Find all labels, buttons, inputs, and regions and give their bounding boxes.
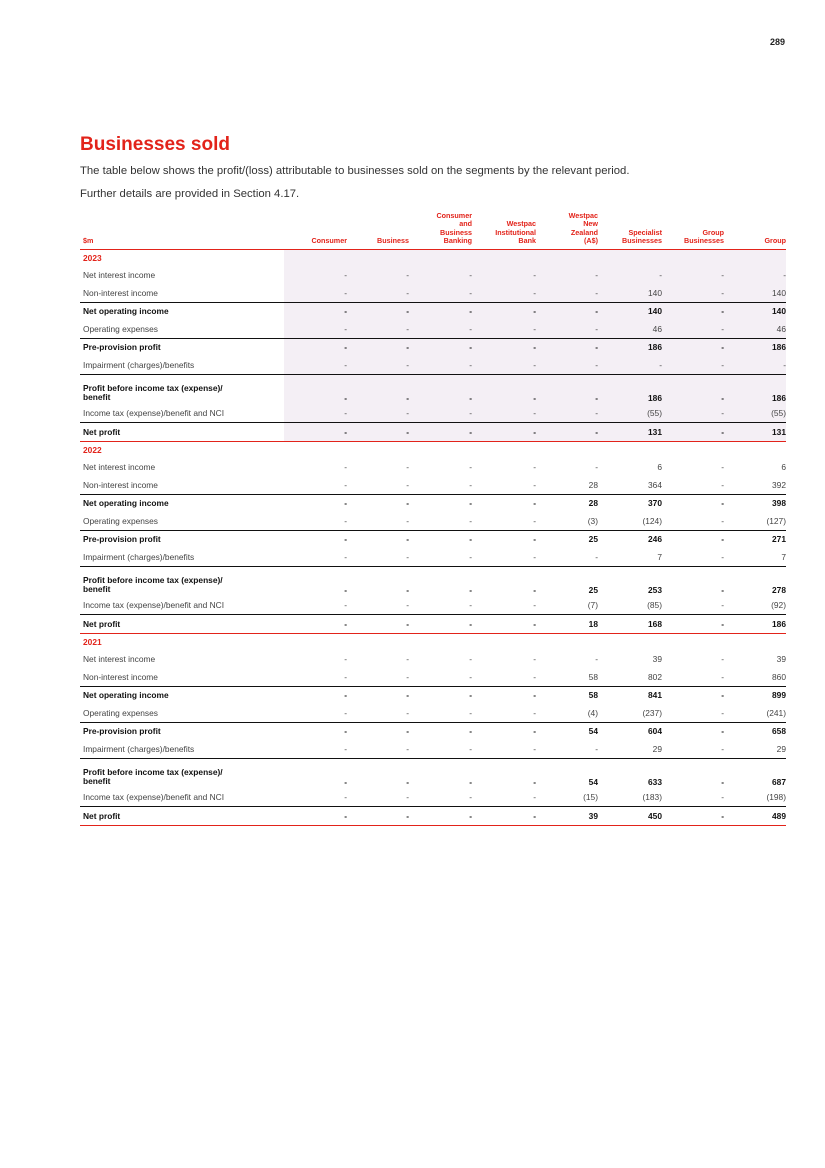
table-cell: 687 [724,758,786,789]
table-cell: - [409,320,472,338]
table-cell: - [472,807,536,826]
table-cell: - [344,707,347,718]
table-cell: - [469,707,472,718]
table-cell: - [469,792,472,803]
table-cell: - [662,615,724,634]
table-cell: - [284,356,347,374]
table-cell: 58 [536,686,598,704]
table-row [80,704,786,722]
table-cell: - [284,530,347,548]
table-cell: - [347,494,409,512]
table-cell: - [409,338,472,356]
table-cell: (3) [587,515,598,526]
table-cell: - [662,807,724,826]
table-cell: 899 [724,686,786,704]
table-cell: - [409,302,472,320]
table-cell: - [533,792,536,803]
table-cell: - [284,722,347,740]
table-cell: - [469,654,472,665]
column-header: Consumer and Business Banking [409,212,472,249]
table-cell: - [533,654,536,665]
table-cell: - [721,515,724,526]
table-cell: - [662,423,724,442]
table-cell: - [344,600,347,611]
table-cell: 278 [724,566,786,597]
table-cell: (241) [766,707,786,718]
row-label: Net operating income [80,302,284,320]
table-cell: - [406,707,409,718]
table-cell: 46 [598,320,662,338]
row-label: Net profit [80,615,284,634]
table-cell: - [344,654,347,665]
table-cell: (85) [647,600,662,611]
table-cell: 140 [598,302,662,320]
table-cell: - [595,462,598,473]
row-label: Net operating income [80,494,284,512]
table-cell: 168 [598,615,662,634]
table-row [80,668,786,686]
table-cell: 58 [588,671,598,682]
table-cell: 253 [598,566,662,597]
table-cell: - [284,758,347,789]
table-row [80,686,786,704]
table-cell: (124) [642,515,662,526]
table-cell: 392 [772,479,786,490]
table-cell: - [284,284,347,302]
table-cell: - [721,792,724,803]
table-cell: - [344,551,347,562]
table-cell: (198) [766,792,786,803]
table-row [80,722,786,740]
table-cell: - [662,722,724,740]
table-cell: 54 [536,722,598,740]
table-cell: 29 [652,743,662,754]
table-cell: - [409,423,472,442]
year-row [80,441,786,459]
table-cell: 604 [598,722,662,740]
year-label: 2021 [83,637,102,648]
row-label: Income tax (expense)/benefit and NCI [83,408,225,419]
table-row [80,494,786,512]
table-row [80,374,786,405]
table-cell: - [409,615,472,634]
table-cell: - [595,743,598,754]
table-cell: - [344,743,347,754]
table-cell: - [536,338,598,356]
table-cell: - [533,551,536,562]
table-cell: (4) [587,707,598,718]
row-label: Income tax (expense)/benefit and NCI [83,792,225,803]
table-cell: - [595,551,598,562]
column-header: Business [347,212,409,249]
table-cell: - [284,267,347,285]
table-row [80,459,786,477]
row-label: Net profit [80,807,284,826]
column-header: Specialist Businesses [598,212,662,249]
intro-text: The table below shows the profit/(loss) attributable to businesses sold on the segments by the relevant period. [80,165,630,177]
table-row [80,740,786,758]
table-cell: - [721,671,724,682]
table-cell: - [406,792,409,803]
table-cell: - [409,722,472,740]
table-row [80,758,786,789]
table-row [80,530,786,548]
table-cell: 398 [724,494,786,512]
table-cell: - [536,302,598,320]
table-cell: - [536,405,598,423]
table-row [80,476,786,494]
table-cell: (183) [642,792,662,803]
table-row [80,284,786,302]
table-cell: - [284,566,347,597]
table-cell: - [409,494,472,512]
table-cell: - [347,807,409,826]
row-label: Operating expenses [83,515,158,526]
table-cell: - [347,356,409,374]
table-cell: 29 [776,743,786,754]
row-label: Net interest income [83,654,156,665]
table-cell: (7) [587,600,598,611]
row-label: Pre-provision profit [80,338,284,356]
table-cell: - [536,374,598,405]
table-cell: - [284,615,347,634]
table-row [80,512,786,530]
table-cell: - [472,494,536,512]
table-cell: (55) [598,405,662,423]
row-label: Profit before income tax (expense)/ benefit [80,758,284,789]
table-cell: - [347,722,409,740]
table-cell: - [472,338,536,356]
table-cell: - [472,722,536,740]
table-cell: - [347,758,409,789]
page-number: 289 [769,37,785,47]
year-row [80,633,786,651]
table-cell: - [347,405,409,423]
table-cell: - [472,374,536,405]
table-cell: - [406,462,409,473]
table-cell: - [472,566,536,597]
table-cell: - [284,302,347,320]
table-cell: - [533,479,536,490]
table-cell: - [536,423,598,442]
table-cell: - [347,615,409,634]
table-cell: (127) [766,515,786,526]
table-cell: - [662,566,724,597]
table-row [80,548,786,566]
table-cell: - [469,743,472,754]
table-row [80,789,786,807]
table-cell: - [598,356,662,374]
table-cell: - [406,743,409,754]
table-cell: - [662,758,724,789]
table-cell: - [472,530,536,548]
table-cell: - [472,615,536,634]
row-label: Operating expenses [83,707,158,718]
table-cell: - [409,284,472,302]
table-cell: - [344,479,347,490]
table-cell: - [406,671,409,682]
table-cell: - [409,374,472,405]
table-cell: 186 [598,338,662,356]
table-cell: 7 [657,551,662,562]
table-row [80,566,786,597]
table-cell: - [469,671,472,682]
row-label: Pre-provision profit [80,722,284,740]
table-cell: - [472,423,536,442]
table-cell: 46 [724,320,786,338]
table-cell: - [472,320,536,338]
table-cell: - [284,320,347,338]
table-row [80,597,786,615]
table-cell: 6 [657,462,662,473]
table-cell: - [347,423,409,442]
table-cell: - [662,267,724,285]
table-cell: - [284,405,347,423]
table-cell: - [344,515,347,526]
table-cell: 186 [724,615,786,634]
row-label: Impairment (charges)/benefits [83,743,195,754]
table-cell: - [472,302,536,320]
row-label: Non-interest income [83,671,158,682]
table-cell: 658 [724,722,786,740]
table-cell: - [533,515,536,526]
table-cell: 633 [598,758,662,789]
row-label: Impairment (charges)/benefits [83,359,195,370]
table-cell: - [721,654,724,665]
row-label: Non-interest income [83,479,158,490]
table-cell: - [284,374,347,405]
table-cell: - [721,743,724,754]
table-cell: - [406,551,409,562]
table-cell: 450 [598,807,662,826]
table-cell: - [469,551,472,562]
table-cell: (55) [724,405,786,423]
row-label: Net interest income [83,270,156,281]
table-cell: - [595,654,598,665]
table-cell: - [409,566,472,597]
table-cell: - [409,686,472,704]
table-cell: - [347,267,409,285]
table-cell: - [662,530,724,548]
table-cell: - [409,758,472,789]
table-cell: - [469,462,472,473]
table-cell: - [598,267,662,285]
table-cell: - [533,600,536,611]
table-cell: - [409,405,472,423]
table-cell: - [284,686,347,704]
table-cell: - [406,654,409,665]
table-cell: - [533,707,536,718]
table-cell: - [347,302,409,320]
row-label: Profit before income tax (expense)/ benefit [80,374,284,405]
table-cell: - [721,600,724,611]
table-cell: - [409,267,472,285]
table-cell: 370 [598,494,662,512]
table-cell: - [344,462,347,473]
table-cell: 860 [772,671,786,682]
table-cell: - [662,405,724,423]
table-cell: 39 [536,807,598,826]
table-cell: 841 [598,686,662,704]
table-cell: - [347,686,409,704]
table-cell: 186 [598,374,662,405]
section-title: Businesses sold [80,134,230,155]
column-header: Westpac Institutional Bank [472,212,536,249]
table-cell: 28 [536,494,598,512]
table-cell: (92) [771,600,786,611]
table-cell: - [472,758,536,789]
table-cell: - [662,686,724,704]
table-cell: - [662,302,724,320]
table-cell: - [409,356,472,374]
table-cell: - [344,671,347,682]
table-cell: - [536,356,598,374]
table-cell: - [472,356,536,374]
table-cell: - [724,356,786,374]
table-cell: - [662,320,724,338]
table-cell: - [472,267,536,285]
column-header: Consumer [284,212,347,249]
year-row [80,249,786,267]
table-cell: 489 [724,807,786,826]
table-cell: - [721,707,724,718]
table-cell: 18 [536,615,598,634]
table-cell: 186 [724,374,786,405]
table-row [80,405,786,423]
table-cell: - [406,479,409,490]
table-cell: - [662,356,724,374]
table-cell: - [284,423,347,442]
table-row [80,356,786,374]
table-cell: 54 [536,758,598,789]
table-cell: - [533,671,536,682]
table-cell: - [662,374,724,405]
table-cell: - [662,494,724,512]
row-label: Net operating income [80,686,284,704]
row-label: Pre-provision profit [80,530,284,548]
table-cell: - [662,284,724,302]
table-cell: - [347,320,409,338]
row-label: Net profit [80,423,284,442]
table-cell: - [409,530,472,548]
row-label: Net interest income [83,462,156,473]
table-cell: - [536,284,598,302]
table-cell: 140 [724,302,786,320]
table-cell: - [721,551,724,562]
table-cell: - [347,566,409,597]
table-cell: 25 [536,566,598,597]
column-header: Group Businesses [662,212,724,249]
row-label: Non-interest income [83,287,158,298]
table-cell: 7 [781,551,786,562]
table-cell: 39 [776,654,786,665]
row-label: Profit before income tax (expense)/ benefit [80,566,284,597]
table-cell: 246 [598,530,662,548]
column-header: Westpac New Zealand (A$) [536,212,598,249]
table-cell: - [472,686,536,704]
table-cell: - [469,600,472,611]
table-cell: - [469,515,472,526]
table-cell: - [284,807,347,826]
table-cell: (15) [583,792,598,803]
table-row [80,615,786,634]
table-cell: - [472,284,536,302]
table-cell: - [409,807,472,826]
table-cell: - [533,462,536,473]
table-cell: - [662,338,724,356]
table-row [80,320,786,338]
table-cell: - [347,338,409,356]
year-label: 2023 [83,253,102,264]
table-cell: - [469,479,472,490]
businesses-sold-table [80,212,786,826]
table-row [80,302,786,320]
table-cell: - [536,267,598,285]
table-cell: 131 [724,423,786,442]
table-cell: - [533,743,536,754]
table-cell: 802 [648,671,662,682]
table-cell: 39 [652,654,662,665]
table-cell: - [472,405,536,423]
year-label: 2022 [83,445,102,456]
table-cell: 186 [724,338,786,356]
table-cell: - [347,284,409,302]
table-cell: - [721,462,724,473]
table-cell: - [724,267,786,285]
table-row [80,338,786,356]
intro-text: Further details are provided in Section 4.17. [80,188,300,200]
table-cell: 140 [724,284,786,302]
table-cell: - [347,530,409,548]
table-row [80,423,786,442]
table-cell: 6 [781,462,786,473]
table-cell: 28 [588,479,598,490]
table-row [80,651,786,669]
table-cell: 140 [598,284,662,302]
table-cell: - [284,338,347,356]
row-label: Operating expenses [83,323,158,334]
column-header: Group [724,212,786,249]
table-cell: 364 [648,479,662,490]
table-cell: - [406,515,409,526]
table-cell: 131 [598,423,662,442]
table-cell: - [406,600,409,611]
table-cell: 25 [536,530,598,548]
table-cell: - [347,374,409,405]
table-row [80,807,786,826]
table-cell: 271 [724,530,786,548]
table-cell: - [536,320,598,338]
table-cell: - [284,494,347,512]
table-cell: - [721,479,724,490]
table-cell: - [344,792,347,803]
table-row [80,267,786,285]
row-label: Income tax (expense)/benefit and NCI [83,600,225,611]
column-header-units: $m [80,212,284,249]
row-label: Impairment (charges)/benefits [83,551,195,562]
table-cell: (237) [642,707,662,718]
table-header-row [80,212,786,249]
